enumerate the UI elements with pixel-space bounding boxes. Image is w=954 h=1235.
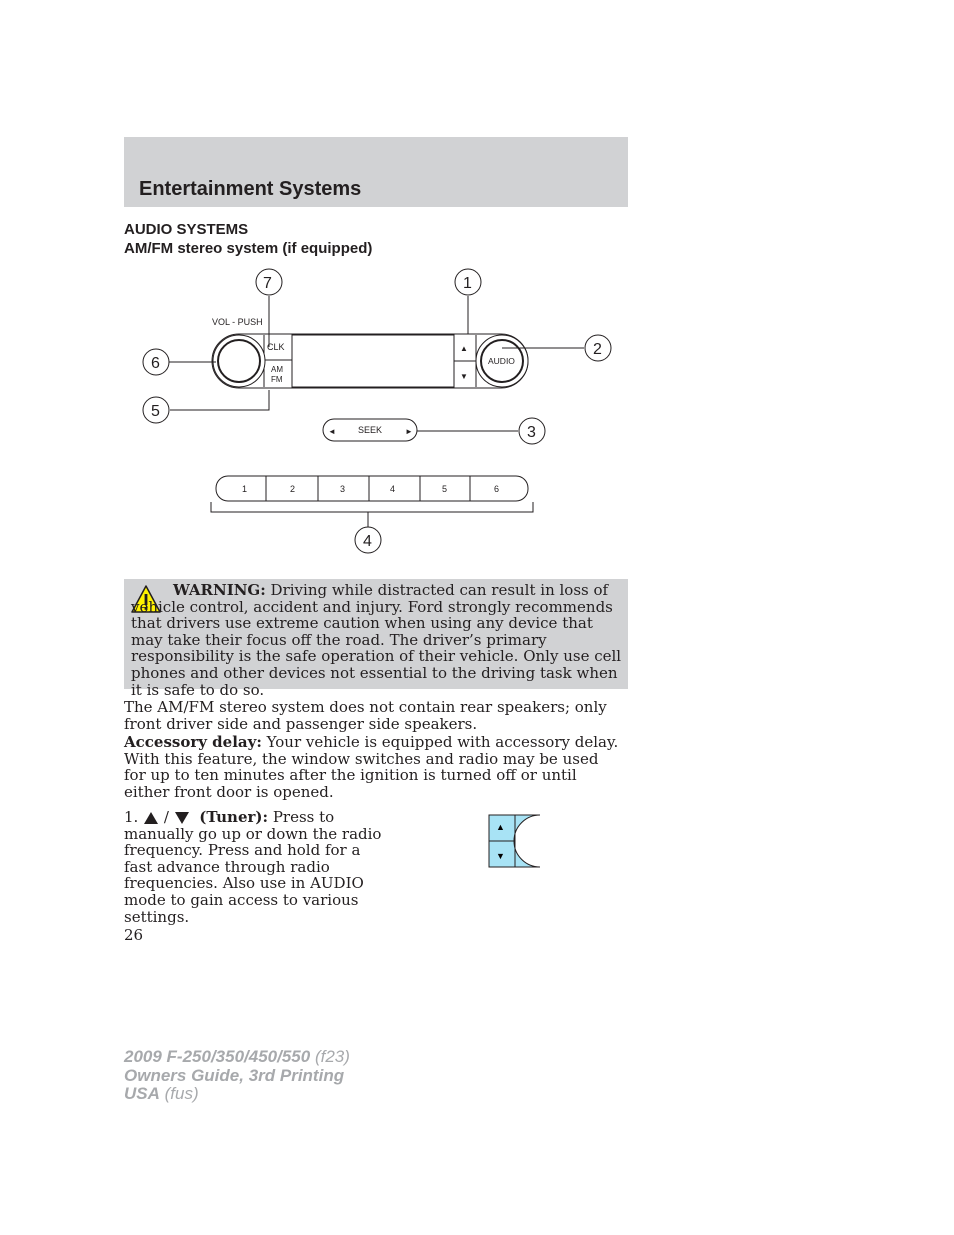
seek-left-icon: ◄ — [328, 427, 336, 436]
tuner-buttons-figure — [488, 814, 548, 870]
callout-7-number: 7 — [263, 275, 272, 292]
footer-market: USA — [124, 1084, 160, 1103]
am-label: AM — [271, 365, 283, 374]
tuner-down-icon: ▼ — [496, 851, 505, 861]
callout-2-number: 2 — [593, 341, 602, 358]
footer-model: 2009 F-250/350/450/550 — [124, 1047, 311, 1066]
footer-guide: Owners Guide, 3rd Printing — [124, 1065, 345, 1085]
footer — [124, 1048, 350, 1104]
preset-3: 3 — [340, 484, 346, 494]
header-band — [124, 137, 628, 207]
warning-label: WARNING: — [173, 581, 266, 599]
callout-3-number: 3 — [527, 424, 536, 441]
seek-label: SEEK — [358, 425, 383, 435]
down-arrow-icon: ▼ — [460, 372, 468, 381]
up-arrow-icon: ▲ — [460, 344, 468, 353]
down-triangle-icon — [174, 811, 190, 825]
tuner-up-icon: ▲ — [496, 822, 505, 832]
item-number: 1. — [124, 808, 139, 826]
paragraph-accessory-delay — [124, 734, 624, 800]
preset-5: 5 — [442, 484, 448, 494]
audio-label: AUDIO — [488, 356, 515, 366]
footer-code: (f23) — [310, 1047, 350, 1066]
heading-am-fm: AM/FM stereo system (if equipped) — [124, 240, 373, 257]
preset-bar — [216, 476, 528, 501]
warning-text — [131, 582, 623, 698]
callout-6-number: 6 — [151, 355, 160, 372]
tuner-label: (Tuner): — [199, 808, 269, 826]
page-number: 26 — [124, 926, 144, 944]
vol-push-label: VOL - PUSH — [212, 317, 263, 327]
footer-market-code: (fus) — [159, 1084, 199, 1103]
paragraph-speakers: The AM/FM stereo system does not contain rear speakers; only front driver side and passenger side speakers. — [124, 698, 607, 733]
accessory-text: Your vehicle is equipped with accessory delay. With this feature, the window switches and radio may be used for up to ten minutes after the ignition is turned off or until either front door is opened. — [124, 733, 619, 801]
up-triangle-icon — [143, 811, 159, 825]
radio-display — [292, 335, 454, 387]
preset-2: 2 — [290, 484, 296, 494]
seek-right-icon: ► — [405, 427, 413, 436]
tuner-description — [124, 809, 384, 925]
heading-audio-systems: AUDIO SYSTEMS — [124, 221, 249, 238]
warning-box — [124, 579, 628, 699]
warning-body: Driving while distracted can result in loss of vehicle control, accident and injury. Ford strongly recommends that drivers use extreme caution when using any device that may take their focus off the road. The driver’s primary responsibility is the safe operation of their vehicle. Only use cell phones and other devices not essential to the driving task when it is safe to do so. — [131, 581, 622, 699]
clk-label: CLK — [267, 342, 285, 352]
callout-4-number: 4 — [363, 533, 372, 550]
preset-1: 1 — [242, 484, 248, 494]
radio-diagram — [124, 262, 628, 562]
item-separator: / — [163, 808, 169, 826]
preset-4: 4 — [390, 484, 396, 494]
fm-label: FM — [271, 375, 283, 384]
callout-5-number: 5 — [151, 403, 160, 420]
section-title: Entertainment Systems — [139, 178, 362, 200]
callout-1-number: 1 — [463, 275, 472, 292]
preset-6: 6 — [494, 484, 500, 494]
accessory-label: Accessory delay: — [124, 733, 262, 751]
tuner-text: Press to manually go up or down the radio frequency. Press and hold for a fast advance through radio frequencies. Also use in AUDIO mode to gain access to various settings. — [124, 808, 382, 926]
